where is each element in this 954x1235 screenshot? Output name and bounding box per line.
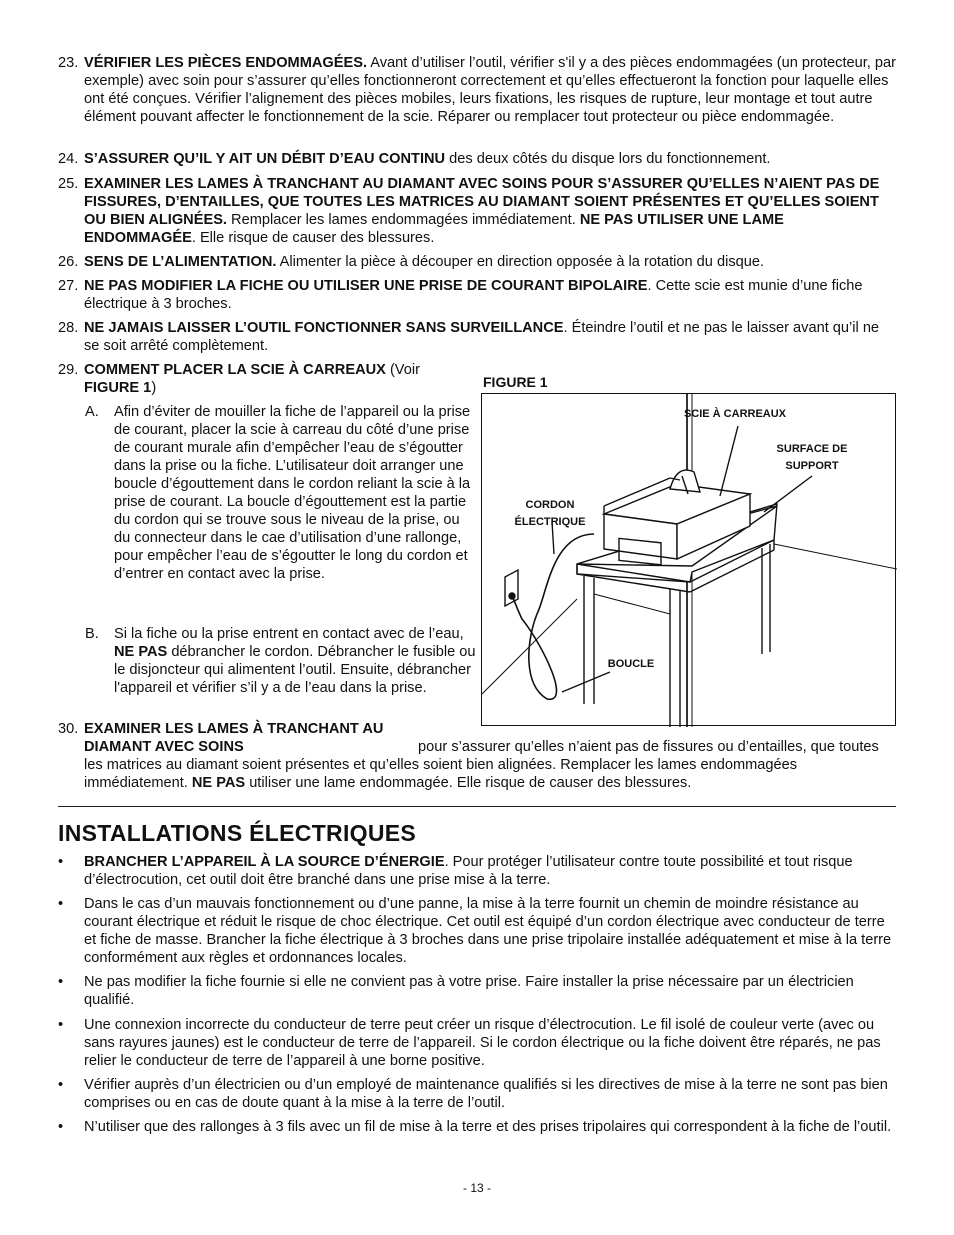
item-number: 27.: [58, 278, 79, 294]
bullet-marker: •: [58, 896, 64, 912]
item-title: SENS DE L’ALIMENTATION.: [84, 254, 277, 270]
item-warning: NE PAS UTILISER UNE LAME ENDOMMAGÉE: [84, 212, 784, 246]
item-text: Alimenter la pièce à découper en direction opposée à la rotation du disque.: [276, 254, 765, 270]
bullet-text: Une connexion incorrecte du conducteur de terre peut créer un risque d’électrocution. Le fil isolé de couleur verte (avec ou sans rayures jaunes) est le conducteur de terre de l’appareil. Si le cordon électrique ou la fiche doivent être réparés, ne pas relier le conducteur de terre de l’appareil à une borne positive.: [84, 1017, 881, 1069]
figure-reference: FIGURE 1: [84, 380, 152, 396]
item-number: 25.: [58, 176, 79, 192]
item-number: 28.: [58, 320, 79, 336]
item-number: 30.: [58, 721, 79, 737]
bullet-text: Dans le cas d’un mauvais fonctionnement ou d’une panne, la mise à la terre fournit un chemin de moindre résistance au courant électrique et réduit le risque de choc électrique. Cet outil est équipé d’un cordon électrique avec conducteur de terre et fiche de masse. Brancher la fiche électrique à 3 broches dans une prise tripolaire installée adéquatement et mise à la terre conformément aux règles et ordonnances locales.: [84, 896, 892, 966]
bullet-text: N’utiliser que des rallonges à 3 fils avec un fil de mise à la terre et des prises tripolaires qui correspondent à la fiche de l’outil.: [84, 1119, 892, 1135]
item-title: NE JAMAIS LAISSER L’OUTIL FONCTIONNER SANS SURVEILLANCE: [84, 320, 564, 336]
list-item-27: [58, 277, 898, 313]
list-item-23: [58, 54, 898, 126]
item-text: . Cette scie est munie d’une fiche électrique à 3 broches.: [84, 278, 863, 312]
sub-item-text: Si la fiche ou la prise entrent en contact avec de l’eau,: [114, 626, 464, 642]
bullet-marker: •: [58, 1077, 64, 1093]
page-number: - 13 -: [462, 1181, 491, 1195]
bullet-item: [58, 973, 898, 1009]
item-number: 23.: [58, 55, 79, 71]
list-item-28: [58, 319, 898, 355]
list-item-25: [58, 175, 898, 247]
bullet-item: [58, 1016, 898, 1070]
item-text-2: . Elle risque de causer des blessures.: [191, 230, 435, 246]
item-warning: NE PAS: [191, 775, 246, 791]
sub-item-letter: B.: [85, 626, 99, 642]
item-title: S’ASSURER QU’IL Y AIT UN DÉBIT D’EAU CONTINU: [84, 151, 446, 167]
bullet-item: [58, 1118, 898, 1136]
item-text-2: utiliser une lame endommagée. Elle risque de causer des blessures.: [245, 775, 692, 791]
cord-label-line-1: CORDON: [525, 499, 575, 511]
list-item-29: [58, 361, 458, 397]
sub-item-text: Afin d’éviter de mouiller la fiche de l’appareil ou la prise de courant, placer la scie à carreau du côté d’une prise de courant murale afin d’empêcher l’eau de s’égoutter dans la prise ou la fiche. L’utilisateur doit arranger une boucle d’égouttement dans le cordon reliant la scie à la prise de courant. La boucle d’égouttement est la partie du cordon qui se trouve sous le niveau de la prise, ou du connecteur dans le cae d’utilisation d’une rallonge, pour empêcher l’eau de s’égoutter le long du cordon et d’entrer en contact avec la prise.: [114, 404, 471, 582]
item-number: 26.: [58, 254, 79, 270]
bullet-item: [58, 1076, 898, 1112]
figure-label: FIGURE 1: [483, 374, 548, 390]
support-label-line-1: SURFACE DE: [776, 443, 848, 455]
list-item-24: [58, 150, 898, 168]
item-title: NE PAS MODIFIER LA FICHE OU UTILISER UNE PRISE DE COURANT BIPOLAIRE: [84, 278, 648, 294]
sub-item-letter: A.: [85, 404, 99, 420]
item-text: Remplacer les lames endommagées immédiatement.: [226, 212, 580, 228]
sub-item-a: [85, 403, 477, 583]
bullet-marker: •: [58, 1119, 64, 1135]
item-text: Avant d’utiliser l’outil, vérifier s'il y a des pièces endommagées (un protecteur, par exemple) avec soin pour s’assurer qu’elles fonctionneront correctement et qu’elles effectueront la fonction pour laquelle elles ont été conçues. Vérifier l’alignement des pièces mobiles, leurs fixations, les risques de rupture, leur montage et tout autre élément pouvant affecter le fonctionnement de la scie. Réparer ou remplacer tout protecteur ou pièce endommagée.: [84, 55, 896, 125]
sub-item-text-2: débrancher le cordon. Débrancher le fusible ou le disjoncteur qui alimentent l’outil. Ensuite, débrancher l'appareil et vérifier s’il y a de l’eau dans la prise.: [114, 644, 476, 696]
bullet-item: [58, 895, 898, 967]
bullet-item: [58, 853, 898, 889]
sub-item-b: [85, 625, 477, 697]
loop-label: BOUCLE: [607, 658, 655, 670]
saw-label: SCIE À CARREAUX: [683, 408, 787, 420]
item-title: EXAMINER LES LAMES À TRANCHANT AU DIAMANT AVEC SOINS: [84, 721, 384, 755]
item-title: COMMENT PLACER LA SCIE À CARREAUX: [84, 362, 386, 378]
figure-1: [481, 393, 896, 726]
list-item-30: [58, 720, 898, 792]
bullet-text: Vérifier auprès d’un électricien ou d’un employé de maintenance qualifiés si les directives de mise à la terre ne sont pas bien comprises ou en cas de doute quant à la mise à la terre de l’outil.: [84, 1077, 888, 1111]
list-item-26: [58, 253, 898, 271]
item-text: des deux côtés du disque lors du fonctionnement.: [445, 151, 771, 167]
item-text: (Voir: [385, 362, 420, 378]
bullet-text: . Pour protéger l’utilisateur contre toute possibilité et tout risque d’électrocution, cet outil doit être branché dans une prise mise à la terre.: [84, 854, 853, 888]
item-title: EXAMINER LES LAMES À TRANCHANT AU DIAMANT AVEC SOINS POUR S’ASSURER QU’ELLES N’AIENT PAS DE FISSURES, D’ENTAILLES, QUE TOUTES LES MATRICES AU DIAMANT SOIENT PRÉSENTES ET QU’ELLES SOIENT OU BIEN ALIGNÉES.: [84, 176, 880, 228]
bullet-marker: •: [58, 974, 64, 990]
sub-item-warning: NE PAS: [114, 644, 168, 660]
bullet-marker: •: [58, 1017, 64, 1033]
item-text: pour s’assurer qu’elles n’aient pas de fissures ou d’entailles, que toutes les matrices au diamant soient présentes et qu’elles soient bien alignées. Remplacer les lames endommagées immédiatement.: [84, 739, 879, 791]
bullet-marker: •: [58, 854, 64, 870]
item-text: . Éteindre l’outil et ne pas le laisser avant qu’il ne se soit arrêté complètement.: [84, 320, 880, 354]
item-number: 24.: [58, 151, 79, 167]
bullet-title: BRANCHER L’APPAREIL À LA SOURCE D’ÉNERGIE: [84, 854, 445, 870]
section-divider: [58, 806, 896, 807]
bullet-text: Ne pas modifier la fiche fournie si elle ne convient pas à votre prise. Faire installer la prise nécessaire par un électricien qualifié.: [84, 974, 854, 1008]
section-heading: INSTALLATIONS ÉLECTRIQUES: [58, 820, 417, 846]
cord-label-line-2: ÉLECTRIQUE: [514, 516, 586, 528]
item-text-2: ): [151, 380, 157, 396]
item-number: 29.: [58, 362, 79, 378]
item-title: VÉRIFIER LES PIÈCES ENDOMMAGÉES.: [84, 55, 368, 71]
support-label-line-2: SUPPORT: [785, 460, 839, 472]
